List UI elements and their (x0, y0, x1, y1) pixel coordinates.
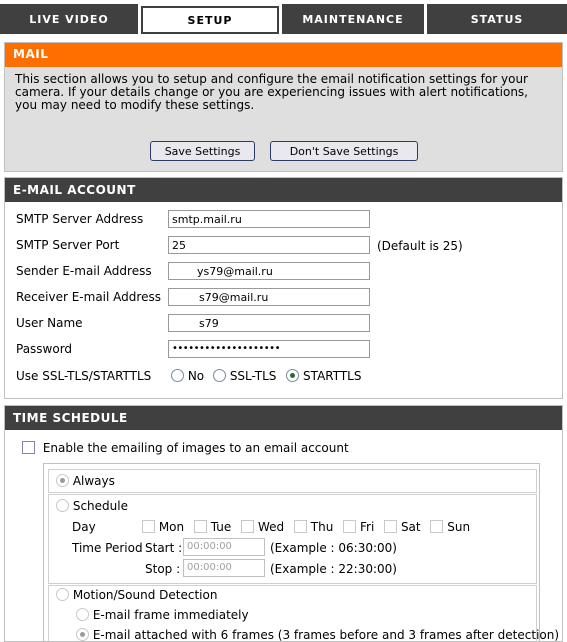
day-label-sun: Sun (447, 520, 471, 534)
day-checkbox-mon[interactable] (142, 520, 155, 533)
always-box (48, 469, 537, 493)
starttls-label: STARTTLS (303, 369, 362, 383)
time-period-label: Time Period (72, 541, 143, 555)
frame-immediately-label: E-mail frame immediately (92, 608, 249, 622)
day-checkbox-sun[interactable] (430, 520, 443, 533)
start-example: (Example : 06:30:00) (270, 541, 397, 555)
tab-setup[interactable]: SETUP (141, 6, 279, 34)
sender-email-label: Sender E-mail Address (16, 264, 152, 278)
always-radio[interactable] (56, 474, 69, 487)
smtp-server-label: SMTP Server Address (16, 212, 144, 226)
mail-title: MAIL (5, 43, 562, 67)
ssl-no-label: No (187, 369, 205, 383)
day-label-wed: Wed (257, 520, 285, 534)
day-label-thu: Thu (310, 520, 334, 534)
stop-label: Stop : (145, 562, 181, 576)
email-account-title: E-MAIL ACCOUNT (5, 178, 562, 202)
receiver-email-input[interactable]: s79@mail.ru (168, 288, 370, 306)
day-label-sat: Sat (400, 520, 421, 534)
enable-email-label: Enable the emailing of images to an email account (42, 441, 349, 455)
smtp-server-input[interactable]: smtp.mail.ru (168, 210, 370, 228)
start-time-input[interactable]: 00:00:00 (183, 538, 265, 556)
day-checkbox-fri[interactable] (343, 520, 356, 533)
enable-email-row (22, 441, 349, 455)
schedule-radio[interactable] (56, 499, 69, 512)
motion-row (56, 588, 217, 602)
day-checkboxes (142, 520, 470, 534)
always-row (56, 474, 115, 488)
start-label: Start : (145, 541, 183, 555)
tab-live-video[interactable]: LIVE VIDEO (0, 4, 138, 34)
day-label-tue: Tue (210, 520, 232, 534)
day-checkbox-wed[interactable] (241, 520, 254, 533)
day-label: Day (72, 520, 96, 534)
smtp-port-note: (Default is 25) (377, 239, 463, 253)
frame-immediately-radio[interactable] (76, 608, 89, 621)
day-label-mon: Mon (158, 520, 185, 534)
save-settings-button[interactable]: Save Settings (150, 141, 255, 161)
time-schedule-title: TIME SCHEDULE (5, 406, 562, 430)
motion-label: Motion/Sound Detection (72, 588, 218, 602)
username-input[interactable]: s79 (168, 314, 370, 332)
ssl-no-radio[interactable] (171, 369, 184, 382)
password-input[interactable]: •••••••••••••••••••• (168, 340, 370, 358)
day-checkbox-sat[interactable] (384, 520, 397, 533)
schedule-row (56, 499, 128, 513)
day-checkbox-thu[interactable] (294, 520, 307, 533)
enable-email-checkbox[interactable] (22, 441, 35, 454)
motion-radio[interactable] (56, 588, 69, 601)
receiver-email-label: Receiver E-mail Address (16, 290, 161, 304)
mail-section (4, 42, 563, 172)
starttls-radio[interactable] (286, 369, 299, 382)
ssl-options (171, 369, 362, 383)
stop-example: (Example : 22:30:00) (270, 562, 397, 576)
sender-email-input[interactable]: ys79@mail.ru (168, 262, 370, 280)
schedule-label: Schedule (72, 499, 128, 513)
dont-save-settings-button[interactable]: Don't Save Settings (270, 141, 418, 161)
smtp-port-input[interactable]: 25 (168, 236, 370, 254)
day-label-fri: Fri (359, 520, 375, 534)
smtp-port-label: SMTP Server Port (16, 238, 120, 252)
day-checkbox-tue[interactable] (194, 520, 207, 533)
frames-attached-row (76, 628, 559, 642)
frames-attached-radio[interactable] (76, 628, 89, 641)
frame-immediately-row (76, 608, 249, 622)
mail-description: This section allows you to setup and configure the email notification settings for your camera. If your details change or you are experiencing issues with alert notifications, you may need to modify these settings. (15, 72, 528, 112)
stop-time-input[interactable]: 00:00:00 (183, 559, 265, 577)
ssl-tls-radio[interactable] (213, 369, 226, 382)
ssl-label: Use SSL-TLS/STARTTLS (16, 369, 152, 383)
top-navigation (0, 0, 567, 36)
tab-maintenance[interactable]: MAINTENANCE (282, 4, 424, 34)
password-label: Password (16, 342, 73, 356)
frames-attached-label: E-mail attached with 6 frames (3 frames before and 3 frames after detection) (92, 628, 560, 642)
ssl-tls-label: SSL-TLS (229, 369, 277, 383)
always-label: Always (72, 474, 115, 488)
username-label: User Name (16, 316, 83, 330)
tab-status[interactable]: STATUS (427, 4, 567, 34)
